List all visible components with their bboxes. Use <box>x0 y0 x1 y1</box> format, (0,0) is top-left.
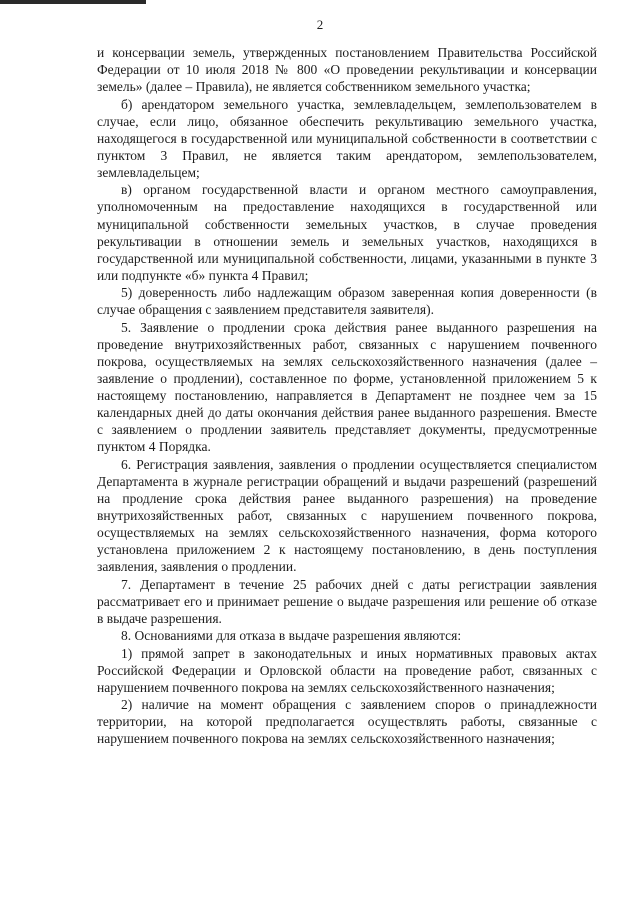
document-body <box>97 44 597 748</box>
paragraph-clause-7: 7. Департамент в течение 25 рабочих дней с даты регистрации заявления рассматривает его и принимает решение о выдаче разрешения или решение об отказе в выдаче разрешения. <box>97 576 597 626</box>
paragraph-item-5-power-of-attorney: 5) доверенность либо надлежащим образом заверенная копия доверенности (в случае обращения с заявлением представителя заявителя). <box>97 285 597 318</box>
paragraph-continuation: и консервации земель, утвержденных постановлением Правительства Российской Федерации от 10 июля 2018 № 800 «О проведении рекультивации и консервации земель» (далее – Правила), не является собственником земельного участка; <box>97 45 597 95</box>
paragraph-clause-8-item-1: 1) прямой запрет в законодательных и иных нормативных правовых актах Российской Федерации и Орловской области на проведение работ, связанных с нарушением почвенного покрова на землях сельскохозяйственного назначения; <box>97 645 597 695</box>
paragraph-item-v: в) органом государственной власти и органом местного самоуправления, уполномоченным на предоставление находящихся в государственной или муниципальной собственности земельных участков, в случае проведения рекультивации в отношении земель и земельных участков, находящихся в государственной или муниципальной собственности, лицами, указанными в пункте 3 или подпункте «б» пункта 4 Правил; <box>97 182 597 283</box>
paragraph-item-b: б) арендатором земельного участка, землевладельцем, землепользователем в случае, если лицо, обязанное обеспечить рекультивацию земельного участка, находящегося в государственной или муниципальной собственности в соответствии с пунктом 3 Правил, не является таким арендатором, землепользователем, землевладельцем; <box>97 96 597 180</box>
paragraph-clause-8-item-2: 2) наличие на момент обращения с заявлением споров о принадлежности территории, на которой предполагается осуществлять работы, связанные с нарушением почвенного покрова на землях сельскохозяйственного назначения; <box>97 697 597 747</box>
page-number: 2 <box>316 17 324 32</box>
paragraph-clause-8: 8. Основаниями для отказа в выдаче разрешения являются: <box>121 628 462 644</box>
paragraph-clause-5: 5. Заявление о продлении срока действия ранее выданного разрешения на проведение внутрихозяйственных работ, связанных с нарушением почвенного покрова, осуществляемых на землях сельскохозяйственного назначения (далее – заявление о продлении), составленное по форме, установленной приложением 5 к настоящему постановлению, направляется в Департамент не позднее чем за 15 календарных дней до даты окончания действия ранее выданного разрешения. Вместе с заявлением о продлении заявитель представляет документы, предусмотренные пунктом 4 Порядка. <box>97 319 597 455</box>
paragraph-clause-6: 6. Регистрация заявления, заявления о продлении осуществляется специалистом Департамента в журнале регистрации обращений и выдачи разрешений (разрешений на продление срока действия ранее выданного разрешения) на проведение внутрихозяйственных работ, связанных с нарушением почвенного покрова, осуществляемых на землях сельскохозяйственного назначения, форма которого установлена приложением 2 к настоящему постановлению, в день поступления заявления, заявления о продлении. <box>97 456 597 575</box>
scan-edge-mark <box>0 0 146 4</box>
